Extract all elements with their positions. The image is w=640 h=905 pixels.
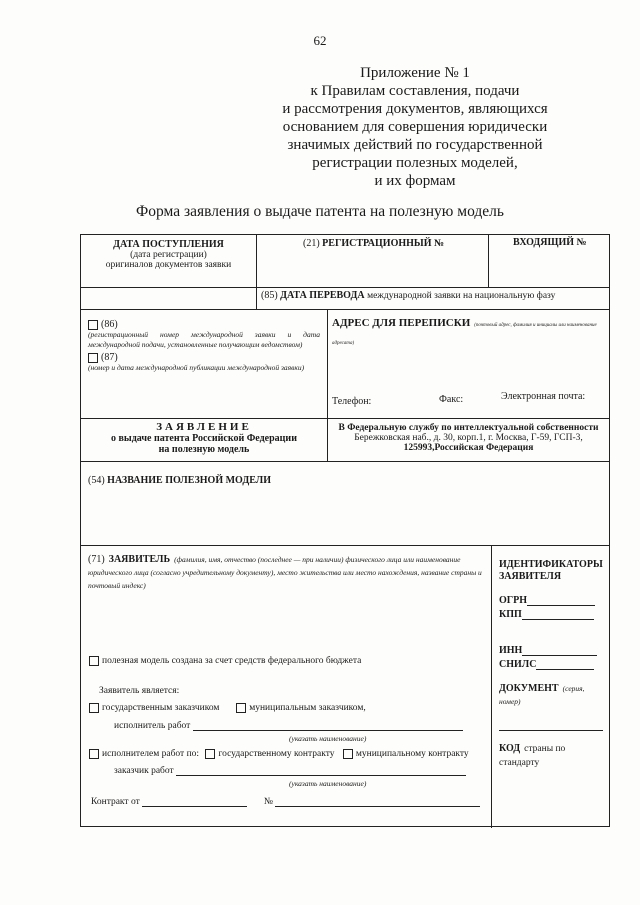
kpp-label: КПП	[499, 609, 522, 620]
country-code-desc: страны по стандарту	[499, 744, 566, 768]
contract-label: Контракт от	[91, 797, 140, 807]
recipient-line: 125993,Российская Федерация	[403, 443, 534, 453]
appendix-line: основанием для совершения юридически	[282, 119, 548, 135]
appendix-line: и их формам	[374, 173, 456, 189]
ogrn-input[interactable]	[527, 605, 595, 606]
receipt-title: ДАТА ПОСТУПЛЕНИЯ	[113, 239, 224, 250]
municipal-contract-checkbox[interactable]	[343, 749, 353, 759]
field-86-87	[88, 319, 320, 373]
field-86-desc: (регистрационный номер международной заявки и дата международной подачи, установленные получающим ведомством)	[88, 330, 320, 349]
contract-number-input[interactable]	[275, 806, 480, 807]
identifiers-title-line: ИДЕНТИФИКАТОРЫ	[499, 559, 603, 570]
incoming-label: ВХОДЯЩИЙ №	[513, 237, 587, 248]
contract-date-input[interactable]	[142, 806, 247, 807]
phone-label: Телефон:	[332, 396, 372, 407]
transfer-date	[261, 290, 555, 301]
statement-block	[81, 421, 327, 455]
divider	[81, 461, 609, 462]
snils-row	[499, 659, 594, 670]
document-note: (серия, номер)	[499, 684, 585, 706]
field-label: НАЗВАНИЕ ПОЛЕЗНОЙ МОДЕЛИ	[107, 475, 271, 486]
field-desc: международной заявки на национальную фазу	[367, 291, 556, 301]
recipient-line: В Федеральную службу по интеллектуальной собственности	[338, 423, 599, 433]
municipal-contract-label: муниципальному контракту	[355, 749, 469, 760]
field-87-desc: (номер и дата международной публикации международной заявки)	[88, 363, 305, 372]
applicant-is-label: Заявитель является:	[99, 686, 180, 696]
recipient-line: Бережковская наб., д. 30, корп.1, г. Москва, Г-59, ГСП-3,	[354, 433, 583, 443]
field-code: (71)	[88, 554, 105, 565]
federal-budget-label: полезная модель создана за счет средств федерального бюджета	[102, 656, 362, 667]
field-label: ЗАЯВИТЕЛЬ	[108, 554, 171, 565]
federal-budget-checkbox[interactable]	[89, 656, 99, 666]
divider	[488, 235, 489, 287]
customer-row	[89, 703, 366, 713]
federal-budget-row	[89, 656, 361, 666]
state-contract-checkbox[interactable]	[205, 749, 215, 759]
divider	[81, 309, 609, 310]
divider	[256, 235, 257, 309]
divider	[81, 287, 609, 288]
appendix-line: и рассмотрения документов, являющихся	[282, 101, 548, 117]
contractor-row	[114, 721, 463, 731]
inn-row	[499, 645, 597, 656]
divider	[81, 418, 609, 419]
executor-label: исполнителем работ по:	[102, 749, 200, 760]
recipient-block	[328, 423, 609, 453]
reg-number-label	[303, 238, 444, 249]
address-label: АДРЕС ДЛЯ ПЕРЕПИСКИ	[332, 317, 471, 329]
ogrn-row	[499, 595, 595, 606]
field-code: (54)	[88, 475, 105, 486]
form-title: Форма заявления о выдаче патента на полезную модель	[136, 203, 504, 220]
state-contract-label: государственному контракту	[218, 749, 335, 760]
field-desc: (фамилия, имя, отчество (последнее — при наличии) физического лица или наименование юридического лица (согласно учредительному документу), место жительства или место нахождения, название страны и почтовый индекс)	[88, 555, 482, 590]
kpp-row	[499, 609, 594, 620]
divider	[81, 545, 609, 546]
contractor-label: исполнитель работ	[114, 721, 191, 731]
field-87-checkbox[interactable]	[88, 353, 98, 363]
appendix-line: к Правилам составления, подачи	[310, 83, 520, 99]
executor-checkbox[interactable]	[89, 749, 99, 759]
identifiers-title	[499, 559, 603, 583]
applicant-header	[88, 552, 488, 591]
receipt-sub: оригиналов документов заявки	[105, 260, 232, 270]
state-customer-checkbox[interactable]	[89, 703, 99, 713]
municipal-customer-label: муниципальным заказчиком,	[249, 703, 366, 714]
appendix-line: регистрации полезных моделей,	[312, 155, 518, 171]
statement-title: ЗАЯВЛЕНИЕ	[156, 421, 252, 433]
field-code: (86)	[101, 319, 118, 330]
state-customer-label: государственным заказчиком	[102, 703, 220, 714]
appendix-line: Приложение № 1	[360, 65, 470, 81]
application-form	[80, 234, 610, 827]
divider	[491, 545, 492, 828]
appendix-line: значимых действий по государственной	[287, 137, 543, 153]
field-86-checkbox[interactable]	[88, 320, 98, 330]
ogrn-label: ОГРН	[499, 595, 528, 606]
statement-line: о выдаче патента Российской Федерации	[111, 433, 297, 444]
specify-name-hint: (указать наименование)	[289, 734, 367, 743]
statement-line: на полезную модель	[158, 444, 250, 455]
country-code-label: КОД	[499, 743, 521, 754]
contractor-input[interactable]	[193, 730, 463, 731]
snils-label: СНИЛС	[499, 659, 537, 670]
country-code-row	[499, 741, 605, 769]
executor-row	[89, 749, 469, 759]
page-number: 62	[313, 33, 327, 48]
address-note: (почтовый адрес, фамилия и инициалы или наименование адресата)	[332, 323, 597, 346]
number-sign: №	[263, 797, 273, 807]
document-input[interactable]	[499, 730, 603, 731]
field-label: РЕГИСТРАЦИОННЫЙ №	[322, 238, 445, 249]
utility-model-title-label	[88, 475, 271, 486]
field-code: (87)	[101, 352, 118, 363]
specify-name-hint: (указать наименование)	[289, 779, 367, 788]
customer-works-row	[114, 766, 466, 776]
document-input-row	[499, 713, 603, 731]
snils-input[interactable]	[536, 669, 594, 670]
field-code: (85)	[261, 290, 278, 301]
field-label: ДАТА ПЕРЕВОДА	[280, 290, 365, 301]
inn-label: ИНН	[499, 645, 523, 656]
email-label: Электронная почта:	[501, 391, 586, 402]
inn-input[interactable]	[522, 655, 597, 656]
appendix-header	[250, 64, 580, 190]
address-block	[332, 313, 608, 349]
fax-label: Факс:	[439, 394, 464, 405]
identifiers-title-line: ЗАЯВИТЕЛЯ	[499, 571, 562, 582]
field-code: (21)	[303, 238, 320, 249]
document-row	[499, 681, 607, 707]
kpp-input[interactable]	[522, 619, 594, 620]
customer-works-label: заказчик работ	[114, 766, 174, 776]
customer-works-input[interactable]	[176, 775, 466, 776]
contract-row	[91, 797, 480, 807]
municipal-customer-checkbox[interactable]	[236, 703, 246, 713]
document-label: ДОКУМЕНТ	[499, 683, 559, 694]
receipt-sub: (дата регистрации)	[130, 250, 207, 260]
receipt-cell	[81, 239, 256, 270]
